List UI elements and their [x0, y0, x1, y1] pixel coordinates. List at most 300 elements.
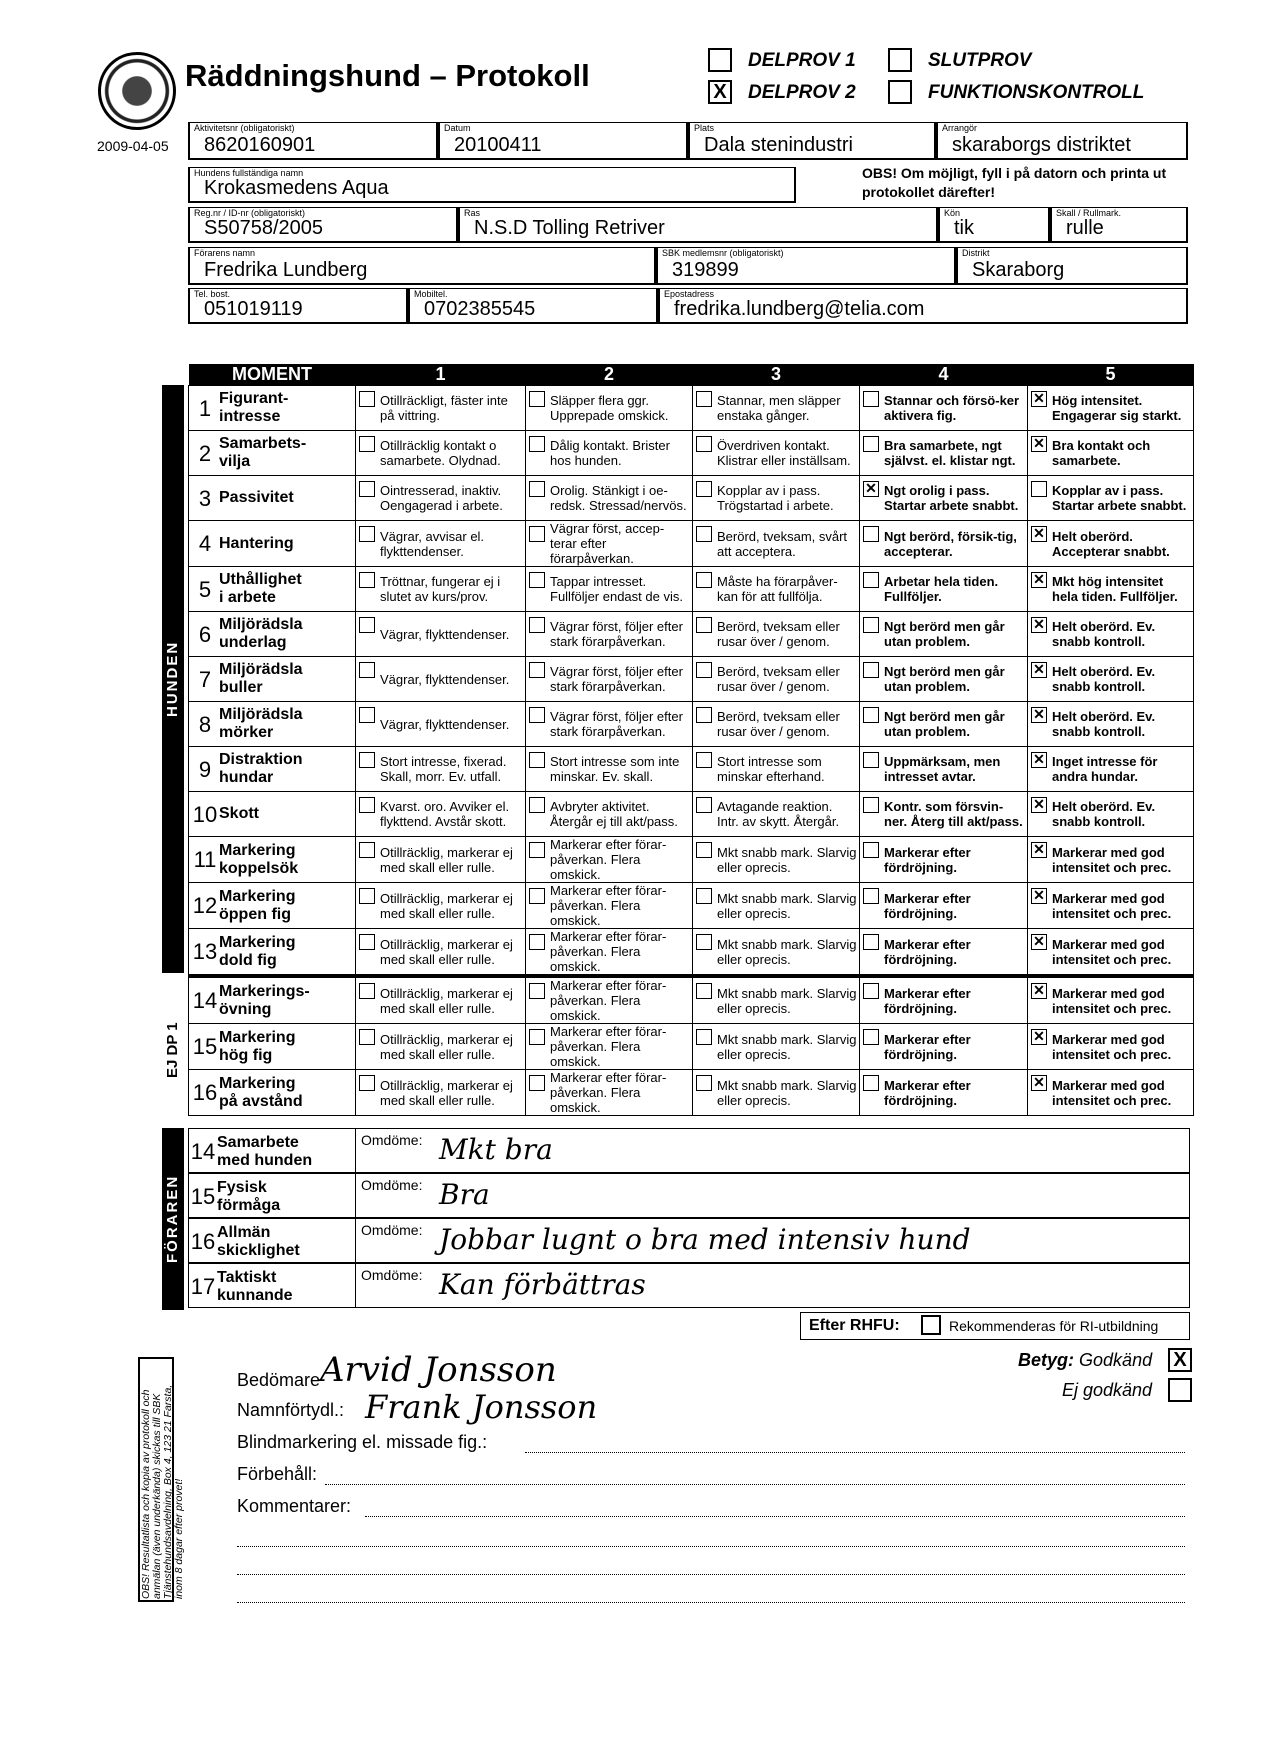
option-cell-5[interactable] — [1028, 883, 1194, 929]
option-cell-4[interactable] — [860, 976, 1028, 1024]
skall-field[interactable]: Skall / Rullmark. rulle — [1050, 207, 1188, 243]
option-checkbox[interactable]: ✕ — [1031, 617, 1047, 633]
option-text: Markerar efter fördröjning. — [884, 844, 971, 875]
option-checkbox[interactable]: ✕ — [1031, 436, 1047, 452]
option-text: Vägrar, avvisar el. flykttendenser. — [380, 528, 485, 559]
moment-name-cell — [189, 883, 356, 929]
option-cell-4[interactable] — [860, 929, 1028, 977]
option-checkbox[interactable] — [863, 983, 879, 999]
option-checkbox[interactable]: ✕ — [1031, 526, 1047, 542]
option-cell-5[interactable] — [1028, 929, 1194, 977]
option-cell-1[interactable] — [356, 702, 526, 747]
option-checkbox[interactable] — [696, 526, 712, 542]
option-cell-3[interactable] — [693, 837, 860, 883]
omdome-comment[interactable]: Kan förbättras — [439, 1268, 646, 1301]
option-checkbox[interactable] — [863, 391, 879, 407]
option-cell-2[interactable] — [526, 976, 693, 1024]
moment-row — [189, 386, 1194, 431]
option-checkbox[interactable] — [359, 391, 375, 407]
regnr-field[interactable]: Reg.nr / ID-nr (obligatoriskt) S50758/2005 — [188, 207, 458, 243]
option-text: Markerar efter fördröjning. — [884, 890, 971, 921]
moment-number: 2 — [198, 440, 212, 466]
option-cell-3[interactable] — [693, 702, 860, 747]
forbehall-line[interactable] — [325, 1484, 1185, 1485]
option-cell-1[interactable] — [356, 657, 526, 702]
option-checkbox[interactable] — [696, 888, 712, 904]
skall-value: rulle — [1066, 217, 1104, 239]
option-text: Markerar med god intensitet och prec. — [1052, 1077, 1172, 1108]
moment-number: 3 — [198, 485, 212, 511]
kommentar-line[interactable] — [237, 1574, 1185, 1575]
option-cell-2[interactable] — [526, 386, 693, 431]
option-cell-5[interactable] — [1028, 521, 1194, 567]
omdome-label: Omdöme: — [361, 1132, 423, 1148]
option-text: Berörd, tveksam eller rusar över / genom. — [717, 664, 840, 694]
option-checkbox[interactable]: ✕ — [1031, 572, 1047, 588]
tel-value: 051019119 — [204, 298, 303, 320]
option-checkbox[interactable] — [529, 934, 545, 950]
option-text: Otillräcklig, markerar ej med skall eller rulle. — [380, 936, 513, 967]
option-checkbox[interactable] — [359, 707, 375, 723]
option-checkbox[interactable]: ✕ — [1031, 983, 1047, 999]
option-cell-5[interactable] — [1028, 976, 1194, 1024]
option-cell-4[interactable] — [860, 747, 1028, 792]
option-cell-1[interactable] — [356, 521, 526, 567]
option-text: Stannar och försö-ker aktivera fig. — [884, 393, 1020, 423]
moment-number: 1 — [198, 395, 212, 421]
option-checkbox[interactable] — [359, 1075, 375, 1091]
moment-table — [188, 364, 1194, 1116]
option-cell-2[interactable] — [526, 612, 693, 657]
option-checkbox[interactable] — [359, 662, 375, 678]
option-checkbox[interactable] — [529, 797, 545, 813]
option-cell-4[interactable] — [860, 431, 1028, 476]
option-cell-5[interactable] — [1028, 702, 1194, 747]
option-checkbox[interactable] — [863, 436, 879, 452]
option-checkbox[interactable] — [529, 436, 545, 452]
moment-number: 10 — [192, 801, 218, 827]
option-checkbox[interactable] — [696, 842, 712, 858]
option-checkbox[interactable] — [359, 842, 375, 858]
option-checkbox[interactable] — [696, 752, 712, 768]
option-cell-1[interactable] — [356, 792, 526, 837]
option-cell-1[interactable] — [356, 476, 526, 521]
option-checkbox[interactable] — [359, 752, 375, 768]
moment-name: Markering koppelsök — [219, 841, 299, 877]
option-checkbox[interactable] — [863, 526, 879, 542]
moment-name: Figurant- intresse — [219, 390, 289, 425]
option-cell-3[interactable] — [693, 747, 860, 792]
foraren-row — [188, 1128, 1190, 1173]
option-cell-5[interactable] — [1028, 657, 1194, 702]
option-text: Vägrar först, följer efter stark förarpåverkan. — [550, 619, 683, 649]
rhfu-text: Rekommenderas för RI-utbildning — [949, 1318, 1159, 1334]
option-cell-4[interactable] — [860, 837, 1028, 883]
moment-name: Markerings- övning — [219, 982, 310, 1018]
option-text: Vägrar, flykttendenser. — [380, 716, 510, 732]
option-checkbox[interactable] — [529, 707, 545, 723]
foraren-row — [188, 1218, 1190, 1263]
option-cell-2[interactable] — [526, 929, 693, 977]
option-cell-3[interactable] — [693, 612, 860, 657]
forare-field[interactable]: Förarens namn Fredrika Lundberg — [188, 247, 656, 285]
option-checkbox[interactable]: ✕ — [863, 481, 879, 497]
option-text: Otillräckligt, fäster inte på vittring. — [380, 393, 508, 423]
option-checkbox[interactable] — [696, 617, 712, 633]
option-text: Markerar efter fördröjning. — [884, 1077, 971, 1108]
hundnamn-value: Krokasmedens Aqua — [204, 177, 389, 199]
option-checkbox[interactable] — [863, 572, 879, 588]
option-checkbox[interactable] — [863, 888, 879, 904]
option-checkbox[interactable] — [529, 752, 545, 768]
moment-name-cell — [189, 1024, 356, 1070]
option-cell-3[interactable] — [693, 792, 860, 837]
option-checkbox[interactable] — [863, 752, 879, 768]
option-cell-2[interactable] — [526, 1070, 693, 1116]
foraren-number: 17 — [190, 1274, 216, 1299]
option-checkbox[interactable]: ✕ — [1031, 888, 1047, 904]
arrangor-field[interactable]: Arrangör skaraborgs distriktet — [936, 122, 1188, 160]
option-checkbox[interactable] — [359, 888, 375, 904]
option-checkbox[interactable] — [359, 934, 375, 950]
option-cell-4[interactable] — [860, 702, 1028, 747]
option-text: Otillräcklig kontakt o samarbete. Olydnad. — [380, 438, 501, 468]
option-checkbox[interactable] — [863, 797, 879, 813]
option-cell-5[interactable] — [1028, 1024, 1194, 1070]
option-text: Otillräcklig, markerar ej med skall eller rulle. — [380, 1031, 513, 1062]
option-cell-4[interactable] — [860, 386, 1028, 431]
kommentar-line[interactable] — [237, 1546, 1185, 1547]
option-cell-1[interactable] — [356, 431, 526, 476]
option-cell-2[interactable] — [526, 476, 693, 521]
godkand-checkbox[interactable]: X — [1168, 1348, 1192, 1372]
option-checkbox[interactable] — [863, 934, 879, 950]
option-cell-2[interactable] — [526, 567, 693, 612]
option-cell-1[interactable] — [356, 883, 526, 929]
option-checkbox[interactable] — [529, 572, 545, 588]
namnfortydl-value: Frank Jonsson — [365, 1388, 598, 1426]
funktionskontroll-checkbox[interactable] — [888, 80, 912, 104]
datum-field[interactable]: Datum 20100411 — [438, 122, 688, 160]
option-text: Tappar intresset. Fullföljer endast de vis. — [550, 574, 683, 604]
option-cell-5[interactable] — [1028, 567, 1194, 612]
option-text: Inget intresse för andra hundar. — [1052, 754, 1158, 784]
option-text: Otillräcklig, markerar ej med skall eller rulle. — [380, 985, 513, 1016]
option-checkbox[interactable] — [359, 797, 375, 813]
rhfu-box — [800, 1312, 1190, 1340]
option-text: Stort intresse, fixerad. Skall, morr. Ev. utfall. — [380, 754, 507, 784]
option-checkbox[interactable] — [529, 888, 545, 904]
option-text: Bra kontakt och samarbete. — [1052, 438, 1151, 468]
option-checkbox[interactable] — [696, 391, 712, 407]
option-cell-3[interactable] — [693, 386, 860, 431]
option-cell-4[interactable] — [860, 1070, 1028, 1116]
option-cell-3[interactable] — [693, 657, 860, 702]
option-checkbox[interactable]: ✕ — [1031, 1075, 1047, 1091]
option-text: Berörd, tveksam, svårt att acceptera. — [717, 528, 848, 559]
option-cell-3[interactable] — [693, 976, 860, 1024]
regnr-value: S50758/2005 — [204, 217, 324, 239]
option-cell-1[interactable] — [356, 929, 526, 977]
option-checkbox[interactable] — [696, 707, 712, 723]
moment-name: Distraktion hundar — [219, 751, 303, 786]
moment-name-cell — [189, 567, 356, 612]
option-cell-4[interactable] — [860, 612, 1028, 657]
obs-note: OBS! Om möjligt, fyll i på datorn och printa ut protokollet därefter! — [862, 165, 1167, 200]
option-cell-1[interactable] — [356, 837, 526, 883]
option-checkbox[interactable] — [529, 1075, 545, 1091]
moment-number: 16 — [192, 1080, 218, 1105]
option-checkbox[interactable] — [529, 391, 545, 407]
option-checkbox[interactable]: ✕ — [1031, 1029, 1047, 1045]
option-checkbox[interactable] — [359, 572, 375, 588]
option-cell-3[interactable] — [693, 1024, 860, 1070]
option-checkbox[interactable] — [696, 934, 712, 950]
option-text: Avbryter aktivitet. Återgår ej till akt/pass. — [550, 799, 678, 829]
option-cell-5[interactable] — [1028, 1070, 1194, 1116]
option-checkbox[interactable] — [863, 1075, 879, 1091]
rhfu-checkbox[interactable] — [921, 1315, 941, 1335]
option-text: Mkt snabb mark. Slarvig eller oprecis. — [717, 844, 857, 875]
option-checkbox[interactable] — [696, 983, 712, 999]
option-cell-1[interactable] — [356, 1024, 526, 1070]
hundnamn-field[interactable]: Hundens fullständiga namn Krokasmedens Aqua — [188, 167, 796, 203]
option-checkbox[interactable] — [863, 842, 879, 858]
moment-row — [189, 747, 1194, 792]
option-cell-4[interactable] — [860, 567, 1028, 612]
option-checkbox[interactable] — [696, 572, 712, 588]
option-checkbox[interactable] — [696, 1075, 712, 1091]
ejgodkand-checkbox[interactable] — [1168, 1378, 1192, 1402]
option-text: Ointresserad, inaktiv. Oengagerad i arbete. — [380, 483, 503, 513]
moment-name: Uthållighet i arbete — [219, 571, 302, 606]
option-checkbox[interactable] — [863, 662, 879, 678]
plats-value: Dala stenindustri — [704, 134, 853, 156]
option-cell-5[interactable] — [1028, 431, 1194, 476]
option-text: Stort intresse som minskar efterhand. — [717, 754, 825, 784]
option-text: Arbetar hela tiden. Fullföljer. — [884, 574, 999, 604]
option-text: Markerar efter förar-påverkan. Flera omskick. — [550, 1024, 667, 1069]
omdome-comment[interactable]: Jobbar lugnt o bra med intensiv hund — [439, 1223, 971, 1256]
option-checkbox[interactable]: ✕ — [1031, 752, 1047, 768]
option-cell-1[interactable] — [356, 567, 526, 612]
option-cell-4[interactable] — [860, 521, 1028, 567]
option-checkbox[interactable] — [359, 436, 375, 452]
moment-name: Miljörädsla mörker — [219, 706, 303, 741]
option-cell-4[interactable] — [860, 792, 1028, 837]
option-checkbox[interactable] — [696, 481, 712, 497]
option-checkbox[interactable] — [863, 707, 879, 723]
option-cell-2[interactable] — [526, 521, 693, 567]
level-header-4: 4 — [860, 364, 1028, 386]
option-cell-2[interactable] — [526, 1024, 693, 1070]
level-header-5: 5 — [1028, 364, 1194, 386]
option-text: Uppmärksam, men intresset avtar. — [884, 754, 1001, 784]
option-checkbox[interactable] — [359, 617, 375, 633]
option-checkbox[interactable]: ✕ — [1031, 662, 1047, 678]
sbk-field[interactable]: SBK medlemsnr (obligatoriskt) 319899 — [656, 247, 956, 285]
moment-name: Markering dold fig — [219, 933, 296, 969]
option-checkbox[interactable]: ✕ — [1031, 797, 1047, 813]
option-cell-5[interactable] — [1028, 837, 1194, 883]
ras-field[interactable]: Ras N.S.D Tolling Retriver — [458, 207, 938, 243]
foraren-name: Fysisk förmåga — [217, 1179, 281, 1214]
option-checkbox[interactable] — [696, 662, 712, 678]
option-text: Mkt snabb mark. Slarvig eller oprecis. — [717, 1031, 857, 1062]
moment-number: 6 — [198, 621, 212, 647]
option-cell-5[interactable] — [1028, 747, 1194, 792]
option-text: Ngt berörd men går utan problem. — [884, 619, 1005, 649]
option-text: Ngt berörd men går utan problem. — [884, 664, 1005, 694]
option-cell-2[interactable] — [526, 883, 693, 929]
option-text: Stort intresse som inte minskar. Ev. skall. — [550, 754, 680, 784]
option-cell-3[interactable] — [693, 567, 860, 612]
option-text: Kopplar av i pass. Trögstartad i arbete. — [717, 483, 834, 513]
option-cell-3[interactable] — [693, 476, 860, 521]
mobil-field[interactable]: Mobiltel. 0702385545 — [408, 288, 658, 324]
option-cell-1[interactable] — [356, 747, 526, 792]
option-cell-1[interactable] — [356, 386, 526, 431]
option-text: Släpper flera ggr. Upprepade omskick. — [550, 393, 669, 423]
option-text: Markerar med god intensitet och prec. — [1052, 985, 1172, 1016]
option-checkbox[interactable] — [529, 617, 545, 633]
tel-field[interactable]: Tel. bost. 051019119 — [188, 288, 408, 324]
option-cell-2[interactable] — [526, 657, 693, 702]
option-cell-5[interactable] — [1028, 792, 1194, 837]
option-cell-2[interactable] — [526, 792, 693, 837]
option-cell-4[interactable] — [860, 657, 1028, 702]
option-text: Otillräcklig, markerar ej med skall eller rulle. — [380, 1077, 513, 1108]
option-text: Dålig kontakt. Brister hos hunden. — [550, 438, 670, 468]
moment-name: Miljörädsla buller — [219, 661, 303, 696]
distrikt-field[interactable]: Distrikt Skaraborg — [956, 247, 1188, 285]
option-cell-2[interactable] — [526, 702, 693, 747]
option-checkbox[interactable] — [529, 983, 545, 999]
option-text: Måste ha förarpåver-kan för att fullfölja. — [717, 574, 838, 604]
option-text: Kopplar av i pass. Startar arbete snabbt. — [1052, 483, 1187, 513]
option-cell-1[interactable] — [356, 976, 526, 1024]
option-checkbox[interactable] — [359, 526, 375, 542]
moment-name: Hantering — [219, 534, 294, 552]
moment-name-cell — [189, 747, 356, 792]
moment-name: Samarbets- vilja — [219, 435, 307, 470]
option-checkbox[interactable] — [863, 617, 879, 633]
omdome-comment[interactable]: Bra — [439, 1178, 490, 1211]
moment-row — [189, 521, 1194, 567]
delprov2-checkbox[interactable]: X — [708, 80, 732, 104]
option-cell-3[interactable] — [693, 1070, 860, 1116]
moment-name-cell — [189, 612, 356, 657]
option-checkbox[interactable] — [696, 436, 712, 452]
option-checkbox[interactable] — [359, 983, 375, 999]
option-text: Vägrar, flykttendenser. — [380, 671, 510, 687]
option-text: Markerar med god intensitet och prec. — [1052, 1031, 1172, 1062]
option-checkbox[interactable] — [529, 1029, 545, 1045]
option-checkbox[interactable] — [863, 1029, 879, 1045]
bedomare-signature: Arvid Jonsson — [320, 1350, 557, 1390]
option-text: Markerar efter fördröjning. — [884, 1031, 971, 1062]
option-checkbox[interactable] — [529, 842, 545, 858]
option-cell-5[interactable] — [1028, 476, 1194, 521]
option-checkbox[interactable] — [529, 526, 545, 542]
moment-name-cell — [189, 657, 356, 702]
foraren-name: Allmän skicklighet — [217, 1224, 300, 1259]
sidebar-ejdp1: EJ DP 1 — [164, 1022, 181, 1078]
option-checkbox[interactable] — [529, 481, 545, 497]
kon-field[interactable]: Kön tik — [938, 207, 1050, 243]
plats-field[interactable]: Plats Dala stenindustri — [688, 122, 936, 160]
option-text: Markerar efter förar-påverkan. Flera omskick. — [550, 1070, 667, 1115]
option-text: Ngt orolig i pass. Startar arbete snabbt. — [884, 483, 1019, 513]
moment-row — [189, 929, 1194, 977]
blind-label: Blindmarkering el. missade fig.: — [237, 1432, 488, 1452]
option-text: Markerar efter förar-påverkan. Flera omskick. — [550, 978, 667, 1023]
option-cell-3[interactable] — [693, 431, 860, 476]
aktivitet-field[interactable]: Aktivitetsnr (obligatoriskt) 8620160901 — [188, 122, 438, 160]
option-checkbox[interactable]: ✕ — [1031, 934, 1047, 950]
option-cell-4[interactable] — [860, 1024, 1028, 1070]
option-cell-5[interactable] — [1028, 386, 1194, 431]
omdome-comment[interactable]: Mkt bra — [439, 1133, 553, 1166]
slutprov-checkbox[interactable] — [888, 48, 912, 72]
moment-name-cell — [189, 929, 356, 977]
epost-field[interactable]: Epostadress fredrika.lundberg@telia.com — [658, 288, 1188, 324]
blind-line[interactable] — [525, 1452, 1185, 1453]
option-cell-3[interactable] — [693, 929, 860, 977]
option-text: Berörd, tveksam eller rusar över / genom. — [717, 619, 840, 649]
option-cell-3[interactable] — [693, 883, 860, 929]
option-checkbox[interactable] — [1031, 481, 1047, 497]
option-cell-1[interactable] — [356, 612, 526, 657]
option-cell-5[interactable] — [1028, 612, 1194, 657]
option-text: Berörd, tveksam eller rusar över / genom. — [717, 709, 840, 739]
option-cell-2[interactable] — [526, 837, 693, 883]
moment-number: 4 — [198, 531, 212, 556]
option-checkbox[interactable] — [529, 662, 545, 678]
moment-name-cell — [189, 431, 356, 476]
kommentar-line[interactable] — [365, 1516, 1185, 1517]
moment-name-cell — [189, 476, 356, 521]
option-text: Helt oberörd. Ev. snabb kontroll. — [1052, 709, 1156, 739]
option-text: Markerar med god intensitet och prec. — [1052, 936, 1172, 967]
moment-name-cell — [189, 702, 356, 747]
foraren-row — [188, 1173, 1190, 1218]
option-text: Stannar, men släpper enstaka gånger. — [717, 393, 841, 423]
level-header-2: 2 — [526, 364, 693, 386]
option-checkbox[interactable]: ✕ — [1031, 842, 1047, 858]
option-cell-3[interactable] — [693, 521, 860, 567]
option-cell-4[interactable] — [860, 476, 1028, 521]
option-checkbox[interactable]: ✕ — [1031, 391, 1047, 407]
option-checkbox[interactable] — [696, 1029, 712, 1045]
option-cell-2[interactable] — [526, 431, 693, 476]
delprov1-checkbox[interactable] — [708, 48, 732, 72]
option-checkbox[interactable] — [359, 481, 375, 497]
option-checkbox[interactable] — [696, 797, 712, 813]
option-cell-2[interactable] — [526, 747, 693, 792]
option-text: Vägrar först, följer efter stark förarpåverkan. — [550, 709, 683, 739]
kommentar-line[interactable] — [237, 1602, 1185, 1603]
option-cell-4[interactable] — [860, 883, 1028, 929]
option-checkbox[interactable]: ✕ — [1031, 707, 1047, 723]
moment-name: Markering på avstånd — [219, 1074, 303, 1110]
aktivitet-value: 8620160901 — [204, 134, 316, 156]
option-text: Markerar efter förar-påverkan. Flera omskick. — [550, 837, 667, 882]
option-cell-1[interactable] — [356, 1070, 526, 1116]
option-text: Helt oberörd. Ev. snabb kontroll. — [1052, 799, 1156, 829]
option-checkbox[interactable] — [359, 1029, 375, 1045]
namnfortydl-label: Namnförtydl.: — [237, 1400, 345, 1420]
